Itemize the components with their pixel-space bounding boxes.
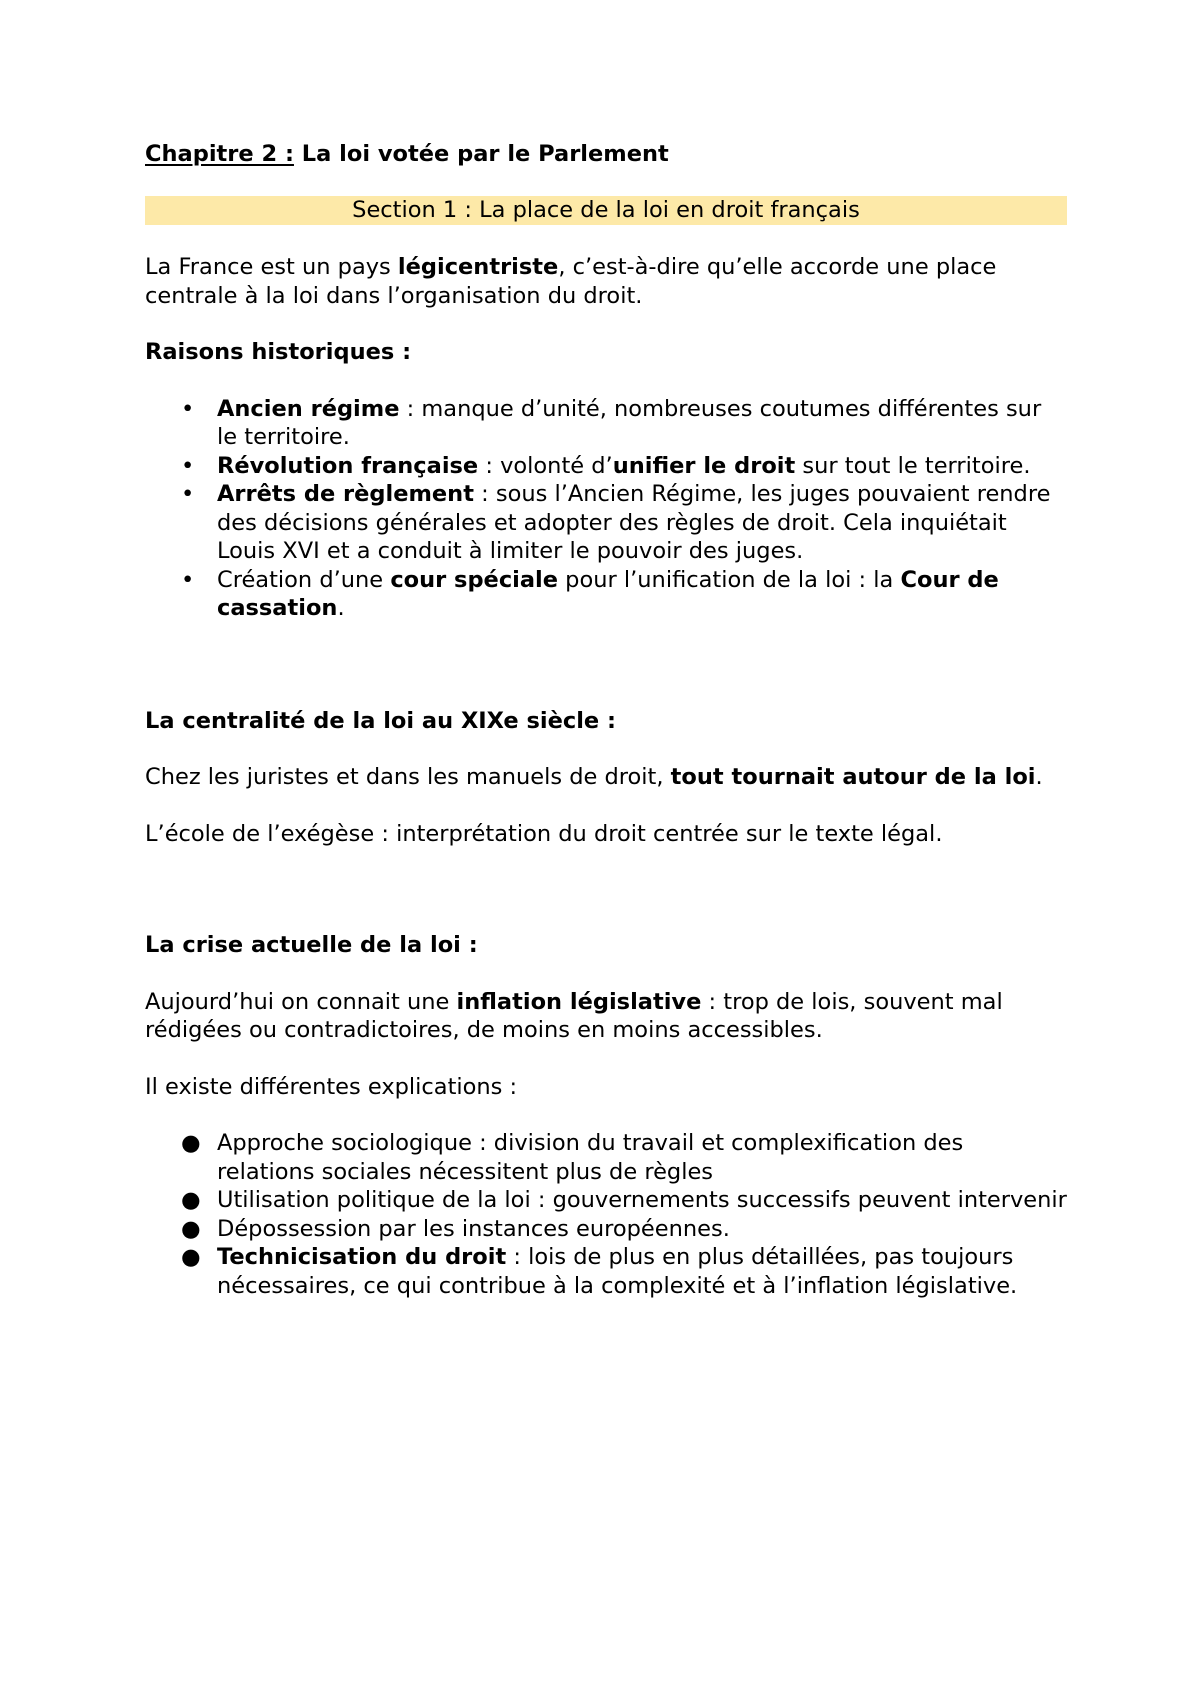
item-text: : volonté d’ <box>478 452 613 479</box>
item-text: sur tout le territoire. <box>795 452 1031 479</box>
centralite-paragraph <box>145 763 1067 792</box>
list-item <box>145 1129 1067 1186</box>
explications-paragraph: Il existe différentes explications : <box>145 1073 518 1100</box>
item-bold: Révolution française <box>217 452 479 479</box>
item-bold: Cour de cassation <box>217 566 999 621</box>
section-heading: Section 1 : La place de la loi en droit français <box>145 196 1067 225</box>
raisons-heading <box>145 338 1067 367</box>
raisons-heading-text: Raisons historiques : <box>145 339 412 365</box>
item-text: : lois de plus en plus détaillées, pas toujours nécessaires, ce qui contribue à la complexité et à l’inflation législative. <box>217 1244 1018 1299</box>
item-bold: unifier le droit <box>612 452 796 479</box>
paragraph-text: : trop de lois, souvent mal rédigées ou contradictoires, de moins en moins accessibles. <box>145 988 1003 1043</box>
item-text: Utilisation politique de la loi : gouvernements successifs peuvent intervenir <box>217 1187 1067 1213</box>
item-text: : manque d’unité, nombreuses coutumes différentes sur le territoire. <box>217 395 1042 450</box>
chapter-title <box>145 140 1067 170</box>
list-item <box>145 480 1067 566</box>
item-bold: Ancien régime <box>217 395 400 422</box>
list-item <box>145 1243 1067 1300</box>
exegese-paragraph: L’école de l’exégèse : interprétation du droit centrée sur le texte légal. <box>145 820 943 847</box>
paragraph-bold: tout tournait autour de la loi <box>670 764 1036 790</box>
raisons-list <box>145 395 1067 623</box>
list-item <box>145 1215 1067 1244</box>
chapter-number: Chapitre 2 : <box>145 141 294 167</box>
bullet-icon: • <box>181 481 195 507</box>
paragraph-text: . <box>1035 764 1043 790</box>
chapter-title-text: La loi votée par le Parlement <box>293 141 669 167</box>
list-item <box>145 566 1067 623</box>
intro-paragraph <box>145 253 1067 310</box>
bullet-icon: • <box>181 452 195 479</box>
bullet-icon: ● <box>181 1187 201 1213</box>
intro-bold-term: légicentriste <box>397 254 559 280</box>
list-item <box>145 452 1067 481</box>
item-text: : sous l’Ancien Régime, les juges pouvaient rendre des décisions générales et adopter des règles de droit. Cela inquiétait Louis XVI et a conduit à limiter le pouvoir des juges. <box>217 481 1051 564</box>
crise-paragraph <box>145 988 1067 1045</box>
item-text: pour l’unification de la loi : la <box>558 566 901 593</box>
bullet-icon: • <box>181 395 195 422</box>
list-item <box>145 1186 1067 1215</box>
intro-text-1: La France est un pays <box>145 254 398 280</box>
item-text: Création d’une <box>217 566 391 593</box>
explications-list <box>145 1129 1067 1300</box>
bullet-icon: • <box>181 566 195 593</box>
document-page <box>145 140 1067 1300</box>
item-bold: Technicisation du droit <box>217 1244 507 1270</box>
centralite-heading-text: La centralité de la loi au XIXe siècle : <box>145 707 617 734</box>
crise-heading-text: La crise actuelle de la loi : <box>145 932 478 958</box>
paragraph-text: Aujourd’hui on connait une <box>145 988 457 1015</box>
paragraph-bold: inflation législative <box>456 988 702 1015</box>
list-item <box>145 395 1067 452</box>
bullet-icon: ● <box>181 1215 201 1242</box>
bullet-icon: ● <box>181 1130 201 1156</box>
item-text: Dépossession par les instances européennes. <box>217 1215 730 1242</box>
item-text: Approche sociologique : division du travail et complexification des relations sociales nécessitent plus de règles <box>217 1130 964 1185</box>
paragraph-text: Chez les juristes et dans les manuels de droit, <box>145 764 671 790</box>
crise-heading <box>145 931 1067 960</box>
item-bold: Arrêts de règlement <box>217 481 474 507</box>
item-bold: cour spéciale <box>390 566 559 593</box>
intro-text-2: , c’est-à-dire qu’elle accorde une place centrale à la loi dans l’organisation du droit. <box>145 254 997 309</box>
centralite-heading <box>145 707 1067 736</box>
item-text: . <box>337 595 345 621</box>
bullet-icon: ● <box>181 1244 201 1270</box>
